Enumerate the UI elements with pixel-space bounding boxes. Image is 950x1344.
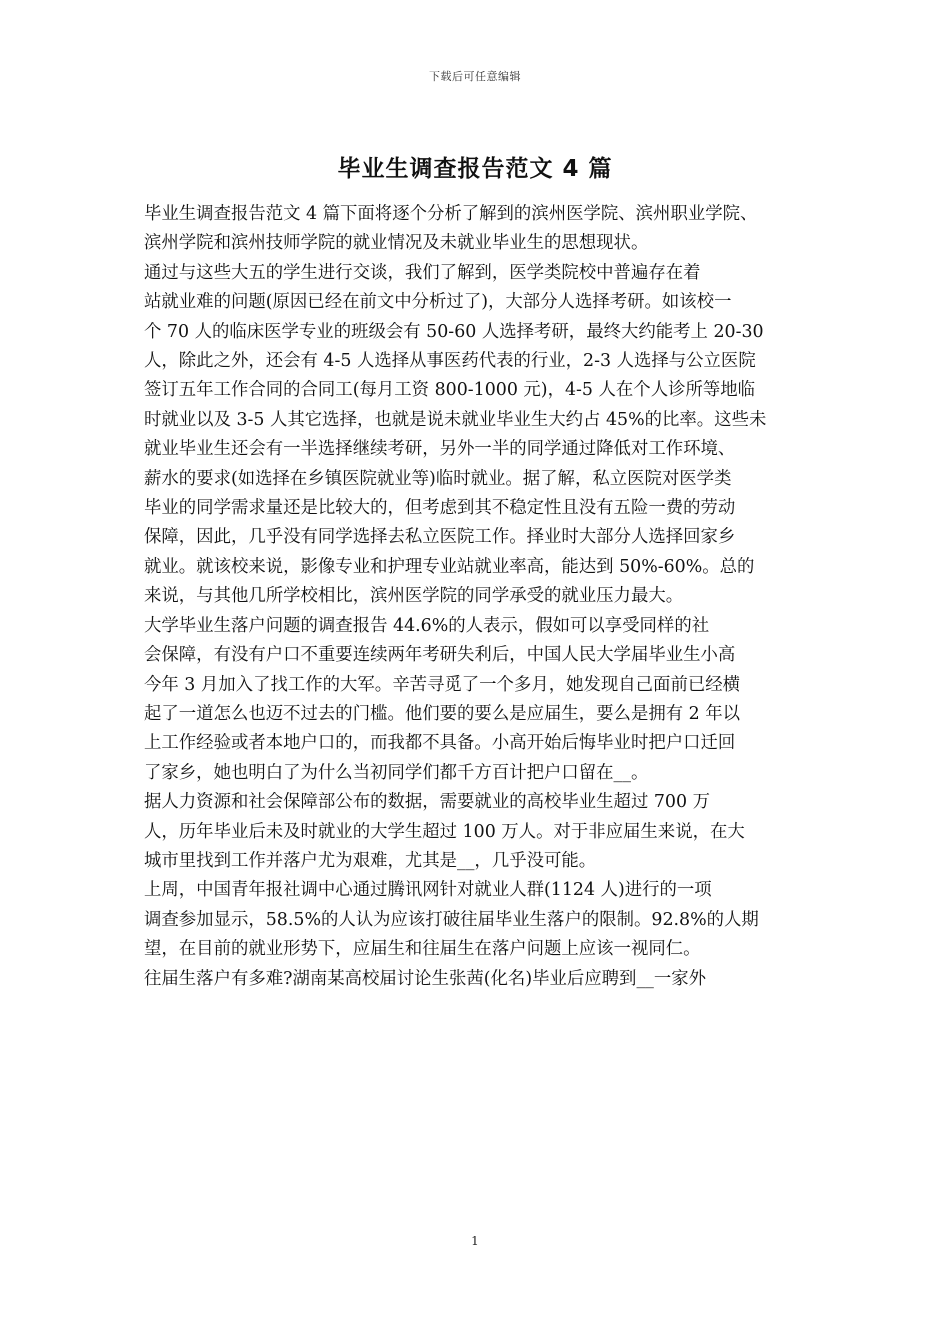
paragraph-1: 毕业生调查报告范文 4 篇下面将逐个分析了解到的滨州医学院、滨州职业学院、 滨州学院和滨州技师学院的就业情况及未就业毕业生的思想现状。: [144, 204, 758, 254]
paragraph-2: 通过与这些大五的学生进行交谈，我们了解到，医学类院校中普遍存在着 站就业难的问题(原因已经在前文中分析过了)，大部分人选择考研。如该校一 个 70 人的临床医学专业的班级会有 50-60 人选择考研，最终大约能考上 20-30 人，除此之外，还会有 4-5 人选择从事医药代表的行业，2-3 人选择与公立医院 签订五年工作合同的合同工(每月工资 800-1000 元)，4-5 人在个人诊所等地临 时就业以及 3-5 人其它选择，也就是说未就业毕业生大约占 45%的比率。这些未 就业毕业生还会有一半选择继续考研，另外一半的同学通过降低对工作环境、 薪水的要求(如选择在乡镇医院就业等)临时就业。据了解，私立医院对医学类 毕业的同学需求量还是比较大的，但考虑到其不稳定性且没有五险一费的劳动 保障，因此，几乎没有同学选择去私立医院工作。择业时大部分人选择回家乡 就业。就该校来说，影像专业和护理专业站就业率高，能达到 50%-60%。总的 来说，与其他几所学校相比，滨州医学院的同学承受的就业压力最大。: [144, 262, 767, 607]
document-title: 毕业生调查报告范文 4 篇: [337, 156, 613, 182]
header-note: 下载后可任意编辑: [429, 70, 521, 83]
document-body: [144, 200, 806, 994]
paragraph-6: 往届生落户有多难?湖南某高校届讨论生张茜(化名)毕业后应聘到__一家外: [144, 968, 707, 989]
paragraph-3: 大学毕业生落户问题的调查报告 44.6%的人表示，假如可以享受同样的社 会保障，有没有户口不重要连续两年考研失利后，中国人民大学届毕业生小高 今年 3 月加入了找工作的大军。辛苦寻觅了一个多月，她发现自己面前已经横 起了一道怎么也迈不过去的门槛。他们要的要么是应届生，要么是拥有 2 年以 上工作经验或者本地户口的，而我都不具备。小高开始后悔毕业时把户口迁回 了家乡，她也明白了为什么当初同学们都千方百计把户口留在__。: [144, 615, 741, 783]
page-number: 1: [471, 1234, 479, 1248]
paragraph-5: 上周，中国青年报社调中心通过腾讯网针对就业人群(1124 人)进行的一项 调查参加显示，58.5%的人认为应该打破往届毕业生落户的限制。92.8%的人期 望，在目前的就业形势下，应届生和往届生在落户问题上应该一视同仁。: [144, 880, 759, 960]
paragraph-4: 据人力资源和社会保障部公布的数据，需要就业的高校毕业生超过 700 万 人，历年毕业后未及时就业的大学生超过 100 万人。对于非应届生来说，在大 城市里找到工作并落户尤为艰难，尤其是__，几乎没可能。: [144, 792, 745, 871]
